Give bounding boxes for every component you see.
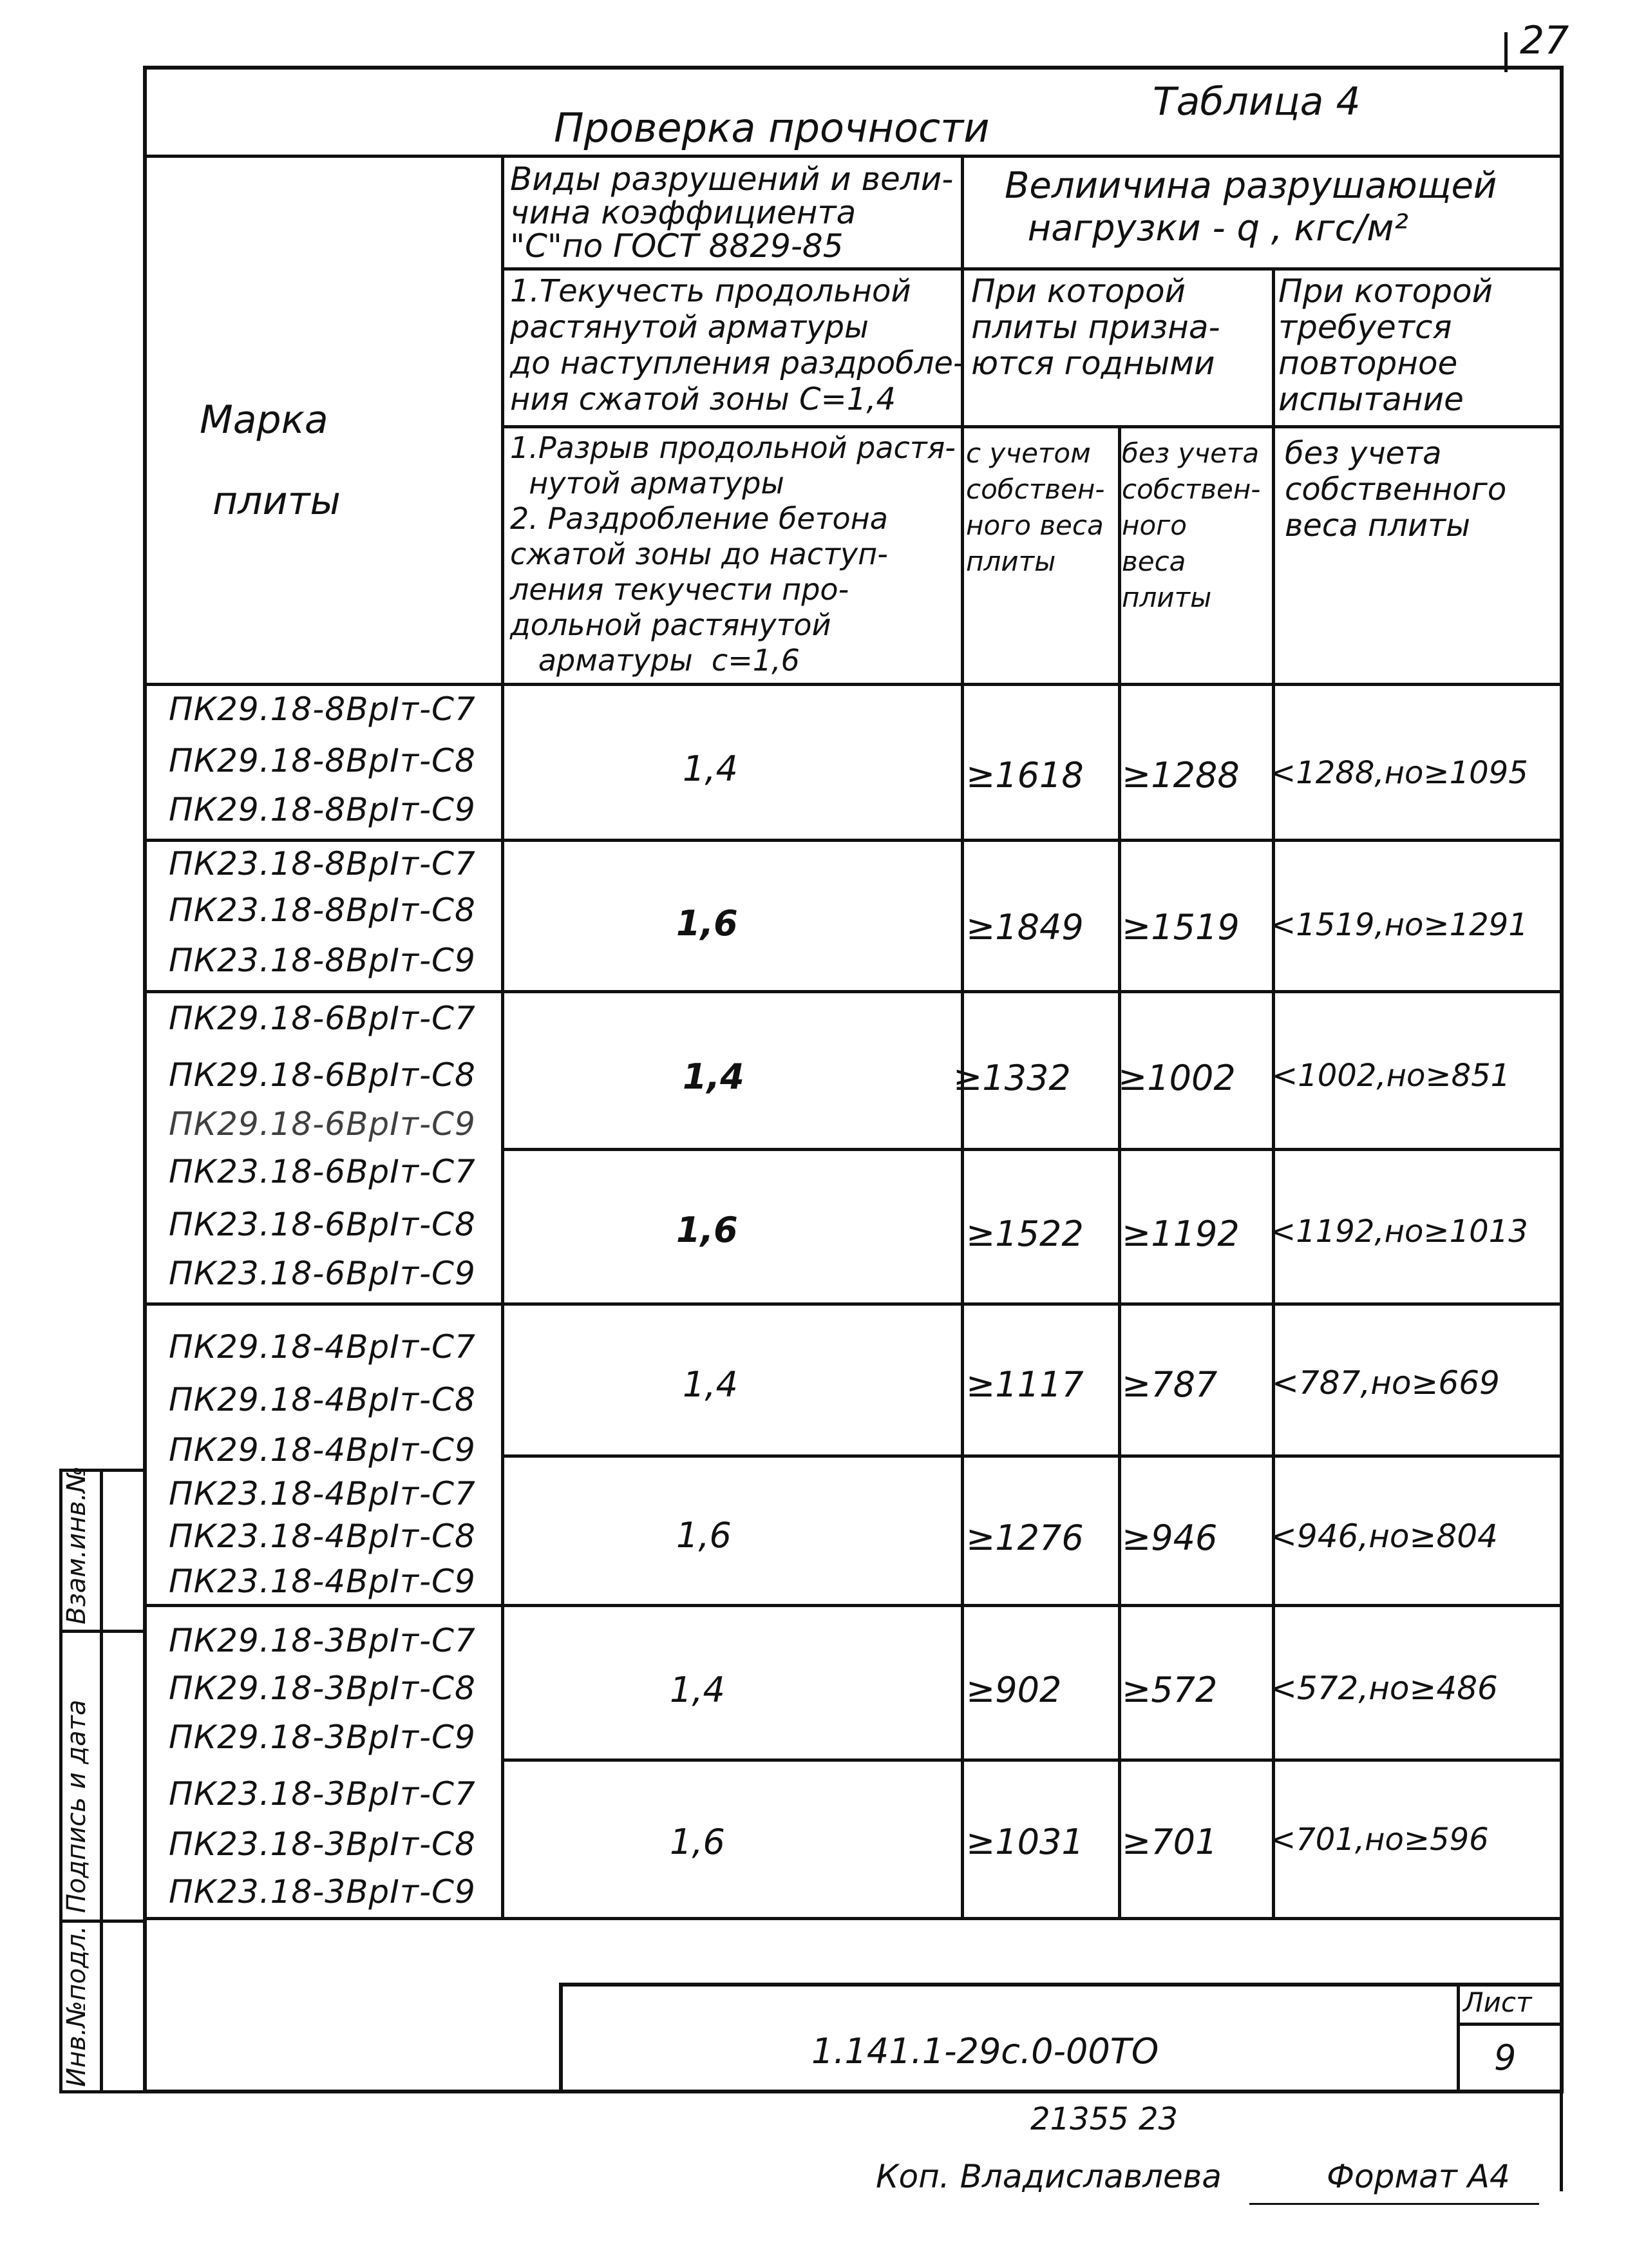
row-6-c: 1,6	[676, 1515, 732, 1556]
row-1-c: 1,4	[683, 748, 738, 789]
row-4-mark-1: ПК23.18-6ВрIт-С7	[169, 1153, 476, 1190]
mark-header-line1: Марка	[200, 397, 328, 443]
row-1-mark-3: ПК29.18-8ВрIт-С9	[169, 791, 476, 828]
row-8-mark-2: ПК23.18-3ВрIт-С8	[169, 1825, 476, 1863]
row-7-mark-2: ПК29.18-3ВрIт-С8	[169, 1670, 476, 1707]
sheet-label: Лист	[1463, 1987, 1532, 2018]
row-6-with-weight: ≥1276	[966, 1518, 1084, 1558]
row-2-mark-3: ПК23.18-8ВрIт-С9	[169, 942, 476, 979]
page-number: 27	[1520, 18, 1569, 63]
footer-underline	[1249, 2203, 1539, 2205]
row-8-mark-3: ПК23.18-3ВрIт-С9	[169, 1873, 476, 1911]
row-line-3	[501, 1148, 1564, 1151]
row-4-retest: <1192,но≥1013	[1270, 1214, 1528, 1250]
format-label: Формат А4	[1327, 2158, 1510, 2195]
header-bottom-line	[143, 683, 1564, 686]
row-4-with-weight: ≥1522	[966, 1214, 1084, 1254]
stamp-sheet-divider	[1457, 1983, 1460, 2093]
row-4-mark-2: ПК23.18-6ВрIт-С8	[169, 1206, 476, 1243]
row-4-mark-3: ПК23.18-6ВрIт-С9	[169, 1255, 476, 1292]
sheet-number: 9	[1494, 2037, 1517, 2078]
row-5-without-weight: ≥787	[1122, 1364, 1218, 1405]
stamp-left-line	[559, 1983, 563, 2093]
copied-by: Коп. Владиславлева	[876, 2158, 1222, 2195]
row-7-c: 1,4	[670, 1670, 725, 1710]
row-5-mark-3: ПК29.18-4ВрIт-С9	[169, 1431, 476, 1469]
table-label: Таблица 4	[1153, 79, 1361, 124]
title-divider	[143, 155, 1564, 158]
row-line-6	[143, 1604, 1564, 1607]
row-1-mark-1: ПК29.18-8ВрIт-С7	[169, 691, 476, 728]
row-1-mark-2: ПК29.18-8ВрIт-С8	[169, 742, 476, 779]
failure-types-header: Виды разрушений и вели- чина коэффициента "С"по ГОСТ 8829-85	[510, 160, 954, 265]
failure-2-header: 1.Разрыв продольной растя- нутой арматуры 2. Раздробление бетона сжатой зоны до наступ- ления текучести про- дольной растянутой арматуры с=1,6	[510, 430, 956, 678]
retest-header: При которой требуется повторное испытание	[1278, 272, 1493, 418]
row-7-without-weight: ≥572	[1122, 1670, 1218, 1710]
row-5-c: 1,4	[683, 1364, 738, 1405]
doc-code: 1.141.1-29с.0-00ТО	[811, 2031, 1159, 2072]
row-3-mark-1: ПК29.18-6ВрIт-С7	[169, 1000, 476, 1037]
header-line-2	[501, 425, 1564, 428]
row-6-retest: <946,но≥804	[1270, 1518, 1498, 1555]
col-divider-3	[1118, 425, 1121, 1917]
retest-without-weight-header: без учета собственного веса плиты	[1285, 435, 1507, 544]
row-5-retest: <787,но≥669	[1272, 1364, 1500, 1402]
row-5-mark-1: ПК29.18-4ВрIт-С7	[169, 1328, 476, 1366]
side-label-podpis: Подпись и дата	[62, 1699, 91, 1913]
col-divider-2	[961, 155, 964, 1917]
load-value-header: Велиичина разрушающей нагрузки - q , кгс/м²	[1005, 165, 1497, 249]
side-label-vzam: Взам.инв.№	[62, 1465, 91, 1625]
row-6-without-weight: ≥946	[1122, 1518, 1218, 1558]
header-line-1	[501, 267, 1564, 271]
row-7-with-weight: ≥902	[966, 1670, 1062, 1710]
row-4-c: 1,6	[676, 1210, 738, 1250]
without-weight-header: без учета собствен- ного веса плиты	[1122, 437, 1261, 613]
side-line-bottom	[59, 2090, 143, 2093]
row-5-with-weight: ≥1117	[966, 1364, 1084, 1405]
row-4-without-weight: ≥1192	[1122, 1214, 1240, 1254]
row-8-retest: <701,но≥596	[1270, 1822, 1489, 1858]
mark-header-line2: плиты	[213, 479, 341, 524]
row-7-mark-1: ПК29.18-3ВрIт-С7	[169, 1622, 476, 1659]
row-line-2	[143, 990, 1564, 993]
row-line-4	[143, 1302, 1564, 1306]
row-3-with-weight: ≥1332	[953, 1058, 1071, 1098]
row-2-with-weight: ≥1849	[966, 907, 1084, 948]
with-weight-header: с учетом собствен- ного веса плиты	[966, 437, 1105, 577]
row-2-mark-2: ПК23.18-8ВрIт-С8	[169, 891, 476, 929]
row-3-without-weight: ≥1002	[1118, 1058, 1236, 1098]
order-number: 21355 23	[1030, 2101, 1178, 2137]
row-8-with-weight: ≥1031	[966, 1822, 1084, 1862]
row-1-retest: <1288,но≥1095	[1270, 755, 1528, 791]
row-8-c: 1,6	[670, 1822, 725, 1862]
row-2-retest: <1519,но≥1291	[1270, 907, 1528, 943]
row-line-7	[501, 1758, 1564, 1762]
row-line-1	[143, 839, 1564, 842]
row-1-without-weight: ≥1288	[1122, 755, 1240, 796]
row-1-with-weight: ≥1618	[966, 755, 1084, 796]
row-7-mark-3: ПК29.18-3ВрIт-С9	[169, 1719, 476, 1756]
table-title: Проверка прочности	[554, 104, 990, 151]
stamp-sheet-line	[1457, 2023, 1564, 2026]
row-3-retest: <1002,но≥851	[1272, 1058, 1511, 1094]
row-2-mark-1: ПК23.18-8ВрIт-С7	[169, 845, 476, 882]
acceptable-header: При которой плиты призна- ются годными	[971, 272, 1220, 382]
row-2-without-weight: ≥1519	[1122, 907, 1240, 948]
col-divider-1	[501, 155, 504, 1917]
side-line-3	[59, 1920, 143, 1923]
row-6-mark-2: ПК23.18-4ВрIт-С8	[169, 1518, 476, 1555]
row-6-mark-1: ПК23.18-4ВрIт-С7	[169, 1475, 476, 1512]
side-column-mid-line	[100, 1469, 103, 2093]
side-label-inv-podl: Инв.№подл.	[62, 1925, 91, 2087]
table-bottom-line	[143, 1917, 1564, 1920]
row-8-without-weight: ≥701	[1122, 1822, 1218, 1862]
row-5-mark-2: ПК29.18-4ВрIт-С8	[169, 1381, 476, 1418]
row-8-mark-1: ПК23.18-3ВрIт-С7	[169, 1775, 476, 1813]
row-3-c: 1,4	[683, 1056, 744, 1097]
row-line-5	[501, 1454, 1564, 1458]
row-7-retest: <572,но≥486	[1270, 1670, 1498, 1707]
row-3-mark-3: ПК29.18-6ВрIт-С9	[169, 1105, 476, 1143]
row-2-c: 1,6	[676, 903, 738, 944]
stamp-top-line	[559, 1983, 1564, 1987]
row-6-mark-3: ПК23.18-4ВрIт-С9	[169, 1563, 476, 1600]
row-3-mark-2: ПК29.18-6ВрIт-С8	[169, 1056, 476, 1094]
failure-1-header: 1.Текучесть продольной растянутой арматуры до наступления раздробле- ния сжатой зоны С=1,4	[510, 273, 965, 417]
side-line-2	[59, 1630, 143, 1633]
frame-right-edge	[1560, 66, 1563, 2191]
